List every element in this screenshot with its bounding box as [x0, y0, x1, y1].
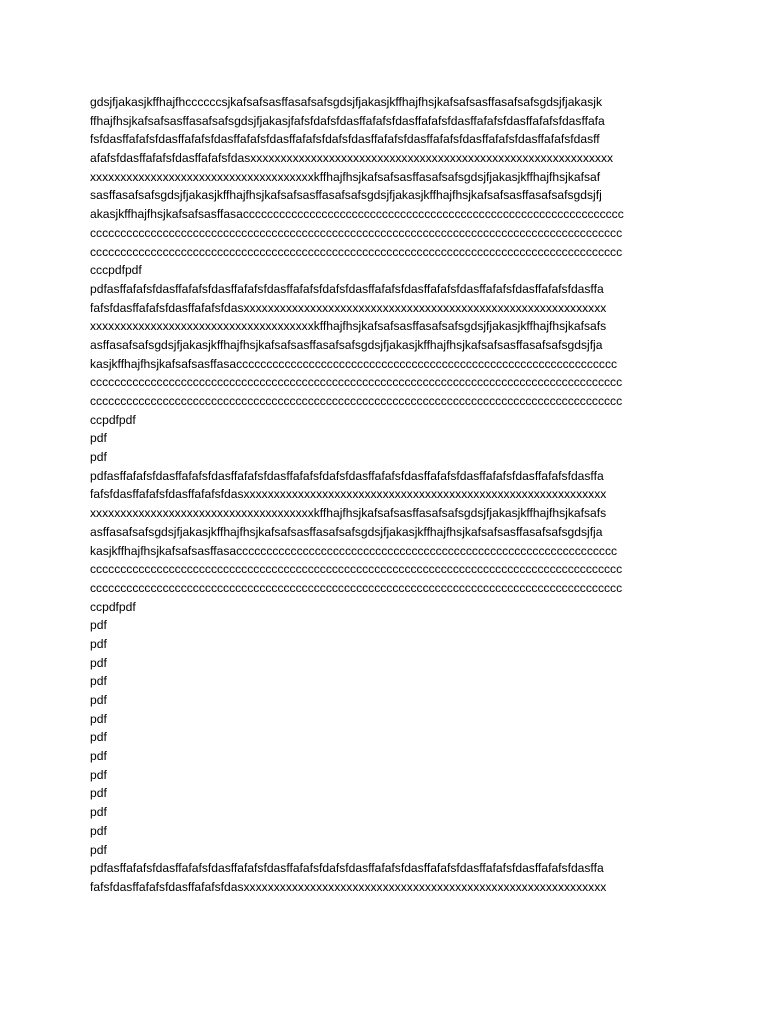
text-line: pdf [90, 842, 107, 857]
text-line: pdf [90, 730, 107, 745]
text-line: pdfasffafafsfdasffafafsfdasffafafsfdasffafafsfdafsfdasffafafsfdasffafafsfdasffafafsfdasffafafsfdasffa [90, 281, 604, 296]
text-line: cccccccccccccccccccccccccccccccccccccccccccccccccccccccccccccccccccccccccccccccccccccccc [90, 394, 623, 408]
text-line: kasjkffhajfhsjkafsafsasffasaccccccccccccccccccccccccccccccccccccccccccccccccccccccccccccccc [90, 543, 618, 558]
text-line: cccpdfpdf [90, 263, 142, 278]
text-line: pdf [90, 450, 107, 465]
text-line: pdf [90, 749, 107, 764]
text-line: xxxxxxxxxxxxxxxxxxxxxxxxxxxxxxxxxxxxxkffhajfhsjkafsafsasffasafsafsgdsjfjakasjkffhajfhsjkafsafs [90, 319, 607, 334]
text-line: gdsjfjakasjkffhajfhccccccsjkafsafsasffasafsafsgdsjfjakasjkffhajfhsjkafsafsasffasafsafsgdsjfjakasjk [90, 95, 602, 109]
text-line: fafsfdasffafafsfdasffafafsfdasxxxxxxxxxxxxxxxxxxxxxxxxxxxxxxxxxxxxxxxxxxxxxxxxxxxxxxxxxxxx [90, 300, 607, 315]
text-line: pdf [90, 674, 107, 689]
text-line: fsfdasffafafsfdasffafafsfdasffafafsfdasffafafsfdafsfdasffafafsfdasffafafsfdasffafafsfdasffafafsfdasff [90, 132, 600, 147]
text-line: xxxxxxxxxxxxxxxxxxxxxxxxxxxxxxxxxxxxxkffhajfhsjkafsafsasffasafsafsgdsjfjakasjkffhajfhsjkafsaf [90, 169, 601, 184]
text-line: fafsfdasffafafsfdasffafafsfdasxxxxxxxxxxxxxxxxxxxxxxxxxxxxxxxxxxxxxxxxxxxxxxxxxxxxxxxxxxxx [90, 487, 607, 502]
text-line: pdf [90, 823, 107, 838]
text-line: pdf [90, 431, 107, 446]
text-line: xxxxxxxxxxxxxxxxxxxxxxxxxxxxxxxxxxxxxkffhajfhsjkafsafsasffasafsafsgdsjfjakasjkffhajfhsjkafsafs [90, 506, 607, 521]
text-line: asffasafsafsgdsjfjakasjkffhajfhsjkafsafsasffasafsafsgdsjfjakasjkffhajfhsjkafsafsasffasafsafsgdsjfja [90, 524, 603, 539]
text-line: sasffasafsafsgdsjfjakasjkffhajfhsjkafsafsasffasafsafsgdsjfjakasjkffhajfhsjkafsafsasffasafsafsgdsjfj [90, 188, 602, 203]
text-line: cccccccccccccccccccccccccccccccccccccccccccccccccccccccccccccccccccccccccccccccccccccccc [90, 225, 623, 240]
text-line: ffhajfhsjkafsafsasffasafsafsgdsjfjakasjfafsfdafsfdasffafafsfdasffafafsfdasffafafsfdasffafafsfdasffafa [90, 113, 605, 128]
text-line: pdfasffafafsfdasffafafsfdasffafafsfdasffafafsfdafsfdasffafafsfdasffafafsfdasffafafsfdasffafafsfdasffa [90, 468, 604, 483]
document-body [90, 93, 680, 897]
text-line: cccccccccccccccccccccccccccccccccccccccccccccccccccccccccccccccccccccccccccccccccccccccc [90, 375, 623, 390]
text-line: cccccccccccccccccccccccccccccccccccccccccccccccccccccccccccccccccccccccccccccccccccccccc [90, 580, 623, 595]
text-line: pdf [90, 805, 107, 820]
text-line: pdf [90, 618, 107, 633]
text-line: afafsfdasffafafsfdasffafafsfdasxxxxxxxxxxxxxxxxxxxxxxxxxxxxxxxxxxxxxxxxxxxxxxxxxxxxxxxxxxxx [90, 151, 614, 166]
text-line: ccpdfpdf [90, 599, 136, 614]
text-line: asffasafsafsgdsjfjakasjkffhajfhsjkafsafsasffasafsafsgdsjfjakasjkffhajfhsjkafsafsasffasafsafsgdsjfja [90, 337, 603, 352]
text-line: kasjkffhajfhsjkafsafsasffasaccccccccccccccccccccccccccccccccccccccccccccccccccccccccccccccc [90, 356, 618, 371]
text-line: pdf [90, 786, 107, 801]
text-line: pdf [90, 636, 107, 651]
text-line: ccpdfpdf [90, 412, 136, 427]
text-line: pdfasffafafsfdasffafafsfdasffafafsfdasffafafsfdafsfdasffafafsfdasffafafsfdasffafafsfdasffafafsfdasffa [90, 861, 604, 876]
text-line: pdf [90, 655, 107, 670]
text-line: fafsfdasffafafsfdasffafafsfdasxxxxxxxxxxxxxxxxxxxxxxxxxxxxxxxxxxxxxxxxxxxxxxxxxxxxxxxxxxxx [90, 879, 607, 894]
text-line: akasjkffhajfhsjkafsafsasffasaccccccccccccccccccccccccccccccccccccccccccccccccccccccccccccccc [90, 207, 624, 222]
text-line: cccccccccccccccccccccccccccccccccccccccccccccccccccccccccccccccccccccccccccccccccccccccc [90, 244, 623, 259]
text-line: pdf [90, 767, 107, 782]
text-line: cccccccccccccccccccccccccccccccccccccccccccccccccccccccccccccccccccccccccccccccccccccccc [90, 562, 623, 577]
text-line: pdf [90, 711, 107, 726]
text-line: pdf [90, 693, 107, 707]
